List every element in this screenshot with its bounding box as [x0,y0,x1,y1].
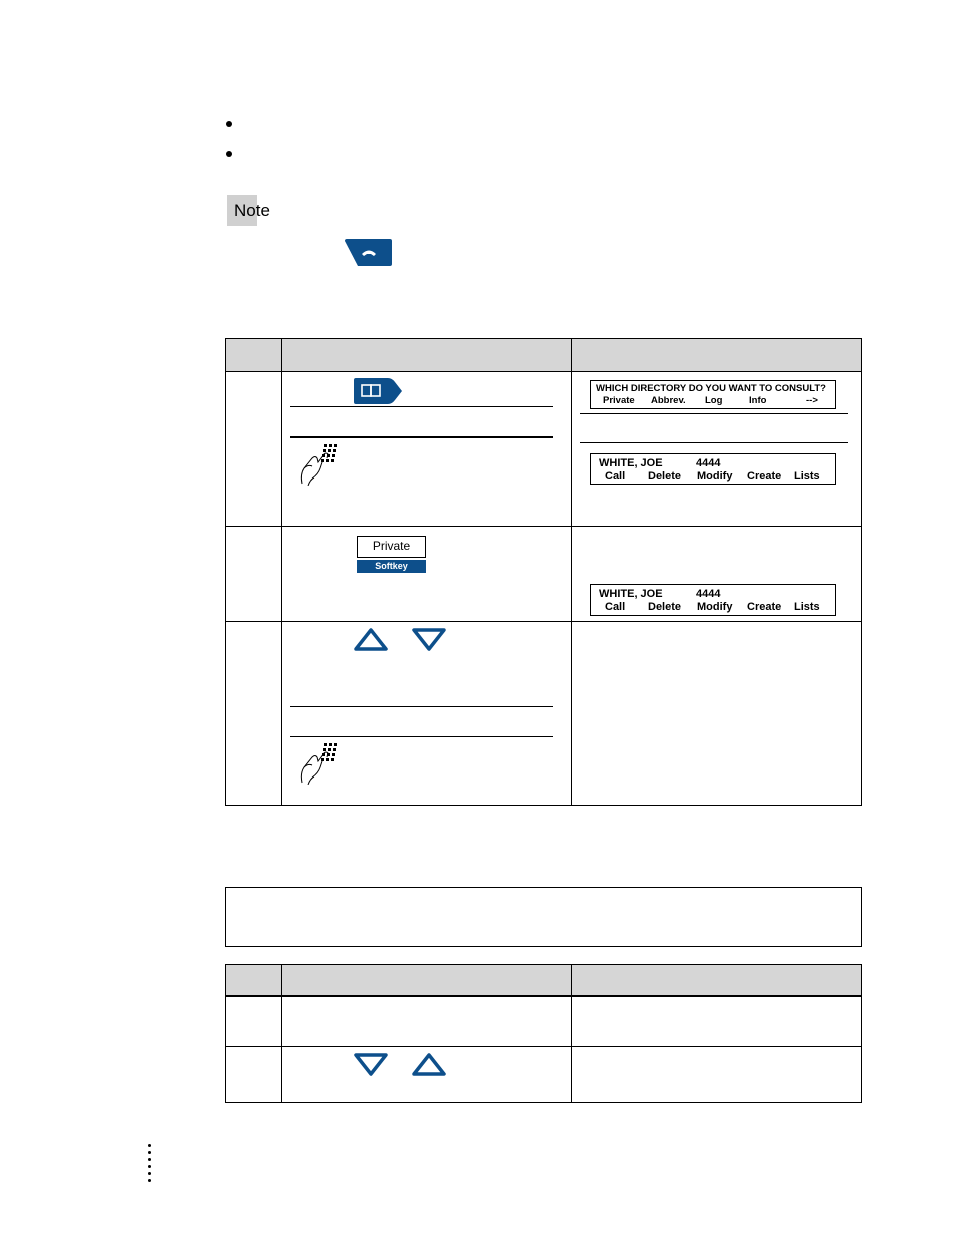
entry-softkey-delete: Delete [648,470,682,482]
margin-dot [148,1172,151,1175]
hand-keypad-icon [298,741,338,785]
margin-dot [148,1158,151,1161]
row-3-separator-2 [290,736,553,737]
display-entry-1 [590,453,836,485]
table-2-col-divider-2 [571,964,572,1103]
entry-softkey-lists: Lists [794,470,820,482]
private-softkey[interactable]: Private [357,536,426,558]
entry-softkey-create: Create [747,470,782,482]
display-directory-prompt [590,380,836,409]
table-1-col-divider-2 [571,338,572,806]
row-1-separator-thin [290,406,553,407]
entry-softkey-modify: Modify [697,601,733,613]
row-1-right-separator-1 [580,413,848,414]
entry-softkey-call: Call [605,601,626,613]
entry-softkey-modify: Modify [697,470,733,482]
margin-dot [148,1144,151,1147]
softkey-caption: Softkey [357,560,426,573]
directory-book-icon [354,378,402,404]
display-softkey-next: --> [806,395,818,406]
display-softkey-info: Info [749,395,767,406]
entry-softkey-lists: Lists [794,601,820,613]
row-3-separator-1 [290,706,553,707]
margin-dot [148,1151,151,1154]
margin-dot [148,1165,151,1168]
row-1-right-separator-2 [580,442,848,443]
entry-number: 4444 [696,457,721,469]
margin-dot [148,1179,151,1182]
table-1-col-divider-1 [281,338,282,806]
table-1-row-divider-1 [225,526,862,527]
display-softkey-log: Log [705,395,723,406]
entry-name: WHITE, JOE [599,588,663,600]
display-softkey-private: Private [603,395,635,406]
entry-softkey-call: Call [605,470,626,482]
table-2-header [226,965,861,996]
steps-table-2 [225,964,862,1103]
table-1-header-rule [225,371,862,372]
entry-name: WHITE, JOE [599,457,663,469]
table-1-row-divider-2 [225,621,862,622]
arrow-up-icon[interactable] [411,1052,447,1077]
table-1-header [226,339,861,372]
bullet-1 [226,121,232,127]
arrow-up-icon[interactable] [353,627,389,652]
entry-softkey-delete: Delete [648,601,682,613]
table-2-row-divider-1 [225,1046,862,1047]
hangup-key-icon [344,239,393,266]
entry-softkey-create: Create [747,601,782,613]
entry-number: 4444 [696,588,721,600]
info-box [225,887,862,947]
arrow-down-icon[interactable] [353,1052,389,1077]
row-1-separator-thick [290,436,553,438]
table-2-header-rule [225,996,862,997]
hand-keypad-icon [298,442,338,486]
note-label: Note [234,201,270,220]
arrow-down-icon[interactable] [411,627,447,652]
display-softkey-abbrev: Abbrev. [651,395,686,406]
bullet-2 [226,151,232,157]
display-entry-2 [590,584,836,616]
display-directory-line1: WHICH DIRECTORY DO YOU WANT TO CONSULT? [596,383,826,394]
table-2-col-divider-1 [281,964,282,1103]
